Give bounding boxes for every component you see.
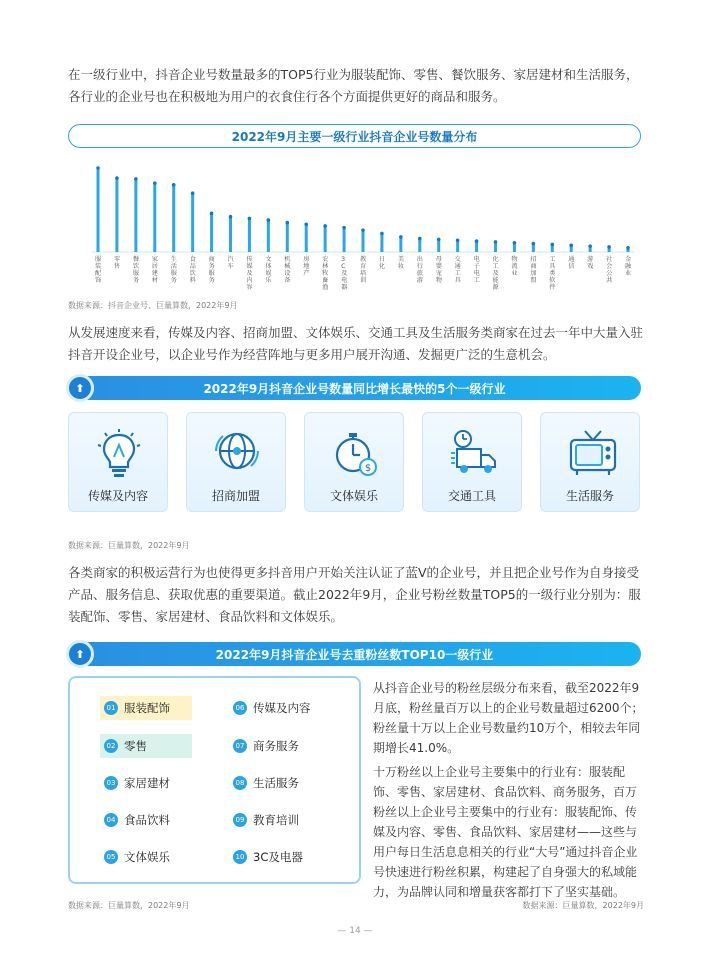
chart-bar-cap: [626, 246, 630, 250]
x-tick-label: 家居建材: [151, 256, 158, 284]
list-item: [233, 734, 299, 758]
x-tick-label: 日化: [378, 256, 386, 270]
x-tick-label: 电子电工: [473, 256, 480, 284]
chart-bar: [172, 185, 175, 252]
television-icon: [567, 427, 619, 479]
x-tick-label: 交通工具: [454, 256, 461, 284]
list-item: [100, 771, 170, 795]
x-tick-label: 商务服务: [208, 256, 215, 284]
x-tick-label: 文体娱乐: [265, 256, 272, 284]
chart-bar-cap: [172, 183, 176, 187]
chart-bar: [210, 213, 213, 252]
list-item-label: 商务服务: [253, 739, 299, 753]
x-tick-label: 招商加盟: [530, 256, 537, 284]
chart-bar-cap: [267, 218, 271, 222]
x-tick-label: 生活服务: [170, 256, 177, 284]
x-tick-label: 汽车: [227, 256, 234, 270]
x-tick-label: 零售: [113, 256, 121, 270]
chart-bar-cap: [513, 241, 517, 245]
page-number: — 14 —: [337, 926, 373, 936]
chart-bar: [399, 237, 402, 252]
x-tick-label: 房地产: [303, 256, 310, 277]
x-tick-label: 服装配饰: [95, 256, 102, 284]
chart-bar-cap: [418, 237, 422, 241]
growth-card-label: 招商加盟: [211, 489, 260, 503]
globe-icon: [213, 427, 261, 479]
chart-bar-cap: [532, 242, 536, 246]
delivery-truck-icon: [449, 427, 501, 479]
growth-card-label: 交通工具: [447, 489, 496, 503]
growth-title-banner: [68, 376, 641, 400]
rank-badge: 03: [104, 776, 118, 790]
source-note-2: 数据来源：巨量算数，2022年9月: [68, 541, 190, 550]
chart-bar-cap: [494, 240, 498, 244]
chart-bar-cap: [361, 228, 365, 232]
rank-badge: 09: [233, 813, 247, 827]
chart-bar-cap: [569, 243, 573, 247]
list-item: [100, 696, 192, 720]
x-tick-label: 食品饮料: [189, 256, 196, 284]
chart-bar-cap: [153, 181, 157, 185]
list-item-label: 家居建材: [124, 776, 170, 790]
list-item: [100, 808, 170, 832]
chart-bar-cap: [475, 239, 479, 243]
up-arrow-icon: ⬆: [66, 640, 94, 668]
list-item: [100, 734, 192, 758]
chart-bar: [115, 178, 118, 252]
list-item: [100, 845, 170, 869]
growth-paragraph: 从发展速度来看，传媒及内容、招商加盟、文体娱乐、交通工具及生活服务类商家在过去一年中大量入驻抖音开设企业号，以企业号作为经营阵地与更多用户展开沟通、发掘更广泛的生意机会。: [68, 325, 644, 362]
list-item: [233, 808, 299, 832]
source-note-3-right: 数据来源：巨量算数，2022年9月: [522, 901, 644, 910]
lightbulb-icon: [95, 427, 143, 479]
chart-title: 2022年9月主要一级行业抖音企业号数量分布: [231, 129, 478, 144]
intro-paragraph: 在一级行业中，抖音企业号数量最多的TOP5行业为服装配饰、零售、餐饮服务、家居建材和生活服务，各行业的企业号也在积极地为用户的衣食住行各个方面提供更好的商品和服务。: [68, 67, 639, 104]
source-note-1: 数据来源：抖音企业号、巨量算数，2022年9月: [68, 301, 238, 310]
list-item: [233, 845, 303, 869]
x-tick-label: 金融业: [625, 256, 632, 277]
source-note-3-left: 数据来源：巨量算数，2022年9月: [68, 901, 190, 910]
list-item-label: 教育培训: [253, 813, 299, 827]
chart-bar-cap: [323, 224, 327, 228]
x-tick-label: 工具类软件: [549, 256, 556, 291]
list-item-label: 文体娱乐: [124, 850, 170, 864]
chart-bar-cap: [342, 226, 346, 230]
x-tick-label: 出行旅游: [416, 256, 423, 284]
rank-badge: 05: [104, 850, 118, 864]
growth-card-label: 生活服务: [565, 489, 614, 503]
chart-bar: [134, 179, 137, 252]
list-item-label: 传媒及内容: [253, 701, 311, 715]
x-tick-label: 农林牧畜渔: [322, 256, 329, 291]
top10-title: 2022年9月抖音企业号去重粉丝数TOP10一级行业: [215, 647, 494, 662]
chart-bar-cap: [229, 215, 233, 219]
chart-bar: [343, 228, 346, 252]
x-tick-label: 母婴宠物: [435, 256, 442, 284]
chart-bar-cap: [96, 166, 100, 170]
chart-bar-cap: [134, 177, 138, 181]
growth-card-lifeservice: [540, 412, 640, 512]
chart-bar: [267, 220, 270, 252]
chart-bar-cap: [210, 212, 214, 216]
x-tick-label: 物流业: [511, 256, 518, 277]
chart-bar-cap: [550, 243, 554, 247]
chart-title-banner: [68, 124, 641, 148]
rank-badge: 01: [104, 701, 118, 715]
rank-badge: 06: [233, 701, 247, 715]
x-tick-label: 3 C 及电器: [341, 256, 348, 291]
chart-bar-cap: [285, 221, 289, 225]
chart-bar: [324, 226, 327, 252]
chart-bar: [191, 193, 194, 252]
x-tick-label: 机械设备: [284, 256, 291, 284]
chart-bar: [305, 224, 308, 252]
x-tick-label: 美妆: [397, 256, 405, 270]
chart-bar: [362, 230, 365, 252]
growth-card-label: 文体娱乐: [329, 489, 378, 503]
growth-card-media: [68, 412, 168, 512]
chart-bar-cap: [304, 222, 308, 226]
growth-card-sports: [304, 412, 404, 512]
chart-bar-cap: [248, 217, 252, 221]
top10-list: [68, 676, 361, 884]
growth-card-franchise: [186, 412, 286, 512]
top10-title-banner: [68, 642, 641, 666]
list-item: [233, 696, 311, 720]
x-tick-label: 餐饮服务: [132, 256, 140, 284]
chart-bar-cap: [607, 245, 611, 249]
x-tick-label: 化工及能源: [492, 256, 499, 291]
x-tick-label: 社会公共: [606, 256, 613, 284]
chart-bar-cap: [399, 235, 403, 239]
chart-bar: [286, 223, 289, 252]
growth-card-label: 传媒及内容: [87, 489, 148, 503]
chart-bar-cap: [191, 191, 195, 195]
chart-bar: [229, 217, 232, 252]
growth-title: 2022年9月抖音企业号数量同比增长最快的5个一级行业: [203, 381, 506, 396]
chart-bar: [97, 168, 100, 252]
chart-bar-cap: [115, 176, 119, 180]
list-item-label: 生活服务: [253, 776, 299, 790]
list-item-label: 零售: [124, 739, 147, 753]
rank-badge: 04: [104, 813, 118, 827]
chart-bar: [153, 183, 156, 252]
list-item-label: 食品饮料: [124, 813, 170, 827]
x-tick-label: 教育培训: [360, 256, 367, 284]
rank-badge: 10: [233, 850, 247, 864]
chart-bar: [418, 239, 421, 252]
x-tick-label: 通信: [568, 256, 575, 270]
rank-badge: 02: [104, 739, 118, 753]
list-item-label: 服装配饰: [124, 701, 170, 715]
right-paragraph-2: 十万粉丝以上企业号主要集中的行业有：服装配饰、零售、家居建材、食品饮料、商务服务，百万粉丝以上企业号主要集中的行业有：服装配饰、传媒及内容、零售、食品饮料、家居建材——这些与用户每日生活息息相关的行业“大号”通过抖音企业号快速进行粉丝积累，构建起了自身强大的私域能力，为品牌认同和增量获客都打下了坚实基础。: [373, 765, 638, 899]
chart-bar-cap: [380, 232, 384, 236]
list-item: [233, 771, 299, 795]
up-arrow-icon: ⬆: [66, 374, 94, 402]
x-tick-label: 传媒及内容: [246, 256, 253, 291]
chart-bar: [437, 239, 440, 252]
chart-bar-cap: [588, 244, 592, 248]
right-paragraph-1: 从抖音企业号的粉丝层级分布来看，截至2022年9月底，粉丝量百万以上的企业号数量超过6200个；粉丝量十万以上企业号数量约10万个，相较去年同期增长41.0%。: [373, 681, 644, 755]
fans-paragraph: 各类商家的积极运营行为也使得更多抖音用户开始关注认证了蓝V的企业号，并且把企业号作为自身接受产品、服务信息、获取优惠的重要渠道。截止2022年9月，企业号粉丝数量TOP5的一级行业分别为：服装配饰、零售、家居建材、食品饮料和文体娱乐。: [68, 565, 641, 624]
industry-bar-chart: [68, 160, 641, 295]
rank-badge: 08: [233, 776, 247, 790]
chart-bar-cap: [456, 238, 460, 242]
growth-card-transport: [422, 412, 522, 512]
x-tick-label: 游戏: [587, 256, 594, 270]
stopwatch-icon: [331, 427, 379, 479]
chart-bar: [380, 234, 383, 252]
chart-bar: [248, 218, 251, 252]
list-item-label: 3C及电器: [253, 850, 303, 864]
rank-badge: 07: [233, 739, 247, 753]
chart-bar-cap: [437, 238, 441, 242]
svg-text:$: $: [364, 463, 372, 474]
